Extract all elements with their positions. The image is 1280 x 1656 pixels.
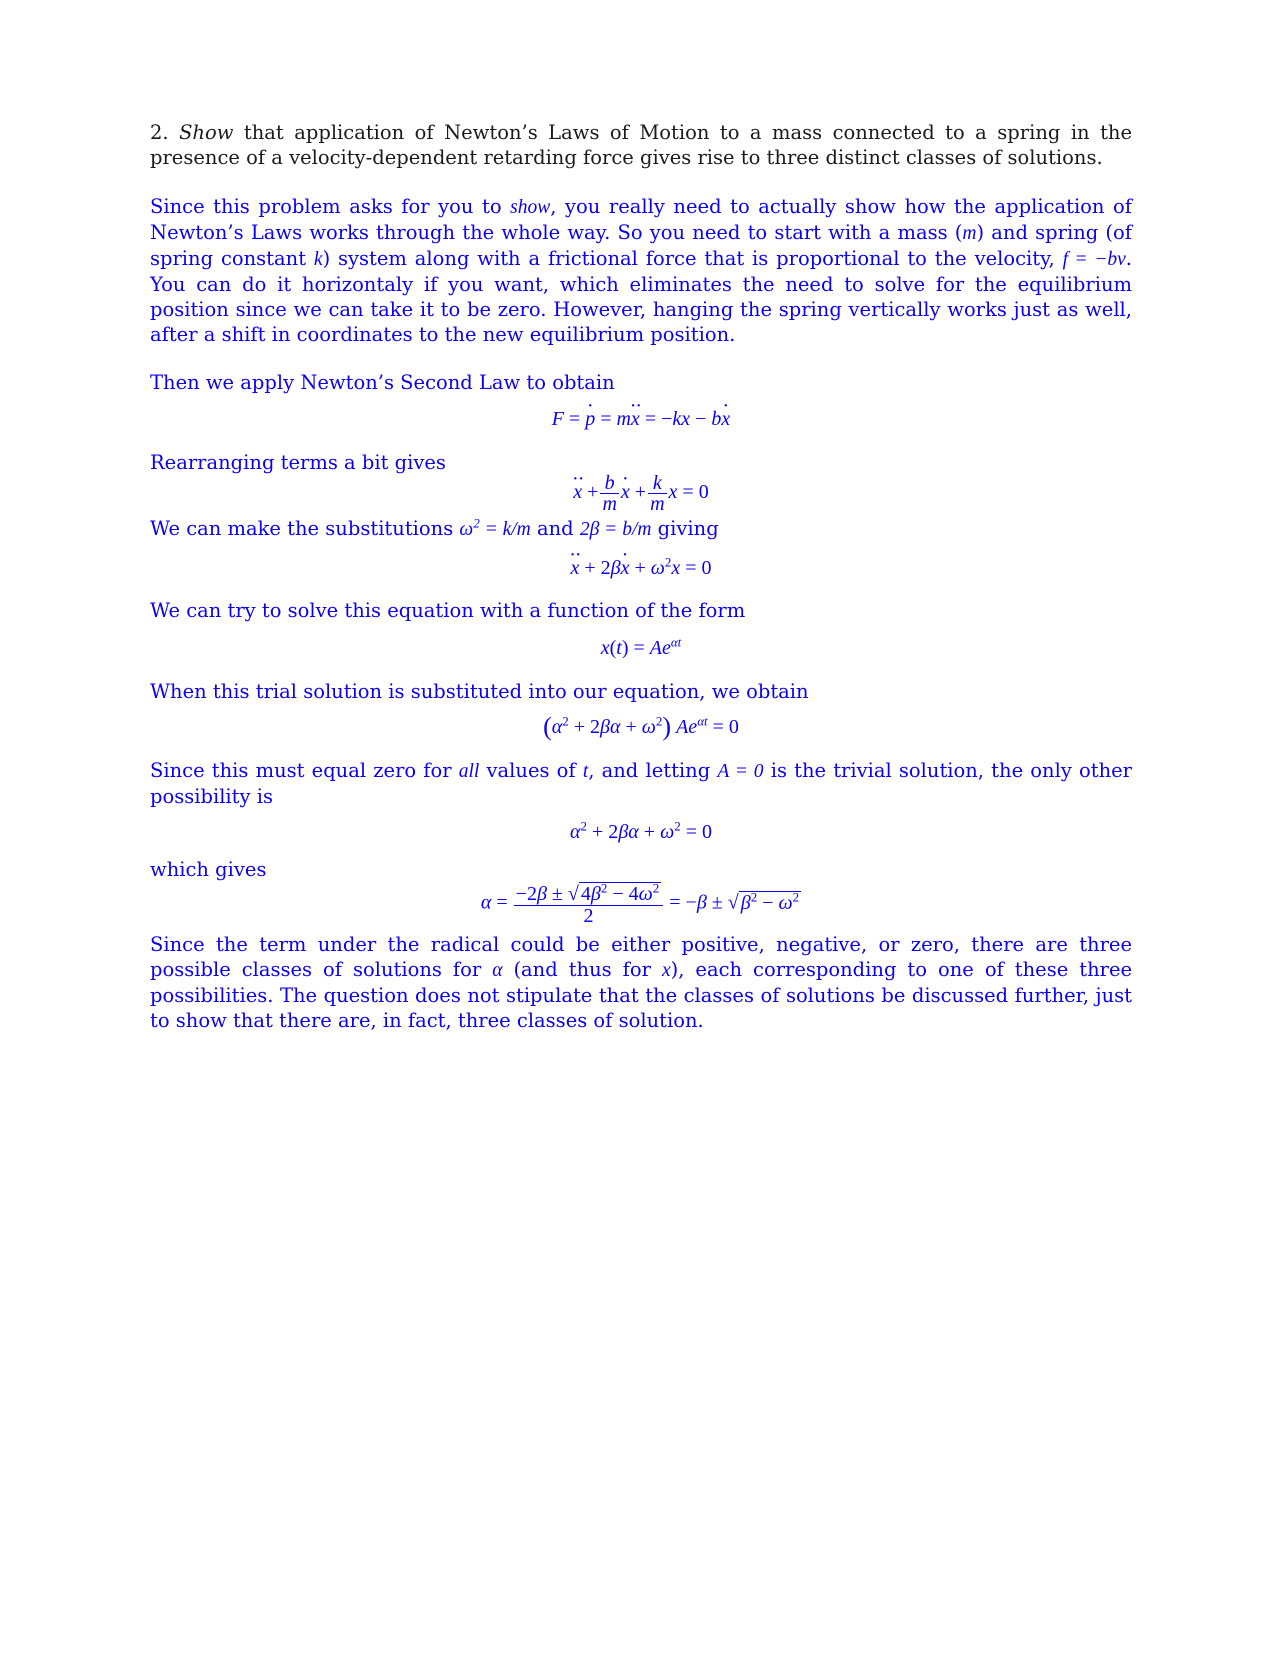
solution-paragraph-4: We can make the substitutions $\omega^2 = k/m$ and 2β = b/m giving	[150, 515, 719, 540]
equation-roots: α = $\frac{-2\beta \pm √ 4\beta^2 - 4\omega^2}{2}$ = −β ± √ $\beta^2 - \omega^2$	[480, 880, 800, 927]
equation-substituted: x ·· + 2βx · + $\omega^2x = 0$	[150, 556, 1132, 581]
solution-paragraph-6: When this trial solution is substituted into our equation, we obtain	[150, 680, 809, 703]
equation-rearranged: x ·· + $\frac{b}{m}$ x · + $\frac{k}{m}$ x = 0	[150, 473, 1132, 514]
solution-paragraph-7: Since this must equal zero for all values of t, and letting A = 0 is the trivial solution, the only other possibility is	[150, 759, 1132, 808]
document-page	[150, 120, 1132, 1033]
problem-statement	[150, 120, 1132, 170]
problem-number: 2.	[150, 121, 169, 144]
equation-trial-solution: $x(t) = Ae^{\alpha t}$	[600, 634, 682, 659]
equation-newton-second-law: F = p · = mx ·· = −kx − bx ·	[150, 407, 1132, 432]
equation-characteristic-product: $(\alpha^2 + 2\beta\alpha + \omega^2) Ae^{\alpha t} = 0$	[543, 712, 739, 741]
solution-paragraph-9: Since the term under the radical could be either positive, negative, or zero, there are three possible classes of solutions for α (and thus for x), each corresponding to one of these three possibilities. The question does not stipulate that the classes of solutions be discussed further, just to show that there are, in fact, three classes of solution.	[150, 933, 1133, 1032]
solution-paragraph-3: Rearranging terms a bit gives	[150, 451, 446, 474]
solution-paragraph-2: Then we apply Newton’s Second Law to obtain	[150, 371, 615, 394]
problem-verb: Show	[179, 121, 234, 144]
solution-paragraph-8: which gives	[150, 858, 267, 881]
equation-characteristic: $\alpha^2 + 2\beta\alpha + \omega^2 = 0$	[570, 818, 712, 843]
solution-paragraph-5: We can try to solve this equation with a function of the form	[150, 599, 746, 622]
problem-text: that application of Newton’s Laws of Motion to a mass connected to a spring in the presence of a velocity-dependent retarding force gives rise to three distinct classes of solutions.	[150, 121, 1133, 169]
solution-paragraph-1: Since this problem asks for you to show, you really need to actually show how the application of Newton’s Laws works through the whole way. So you need to start with a mass (m) and spring (of spring constant k) system along with a frictional force that is proportional to the velocity, f = −bv. You can do it horizontaly if you want, which eliminates the need to solve for the equilibrium position since we can take it to be zero. However, hanging the spring vertically works just as well, after a shift in coordinates to the new equilibrium position.	[150, 195, 1133, 346]
